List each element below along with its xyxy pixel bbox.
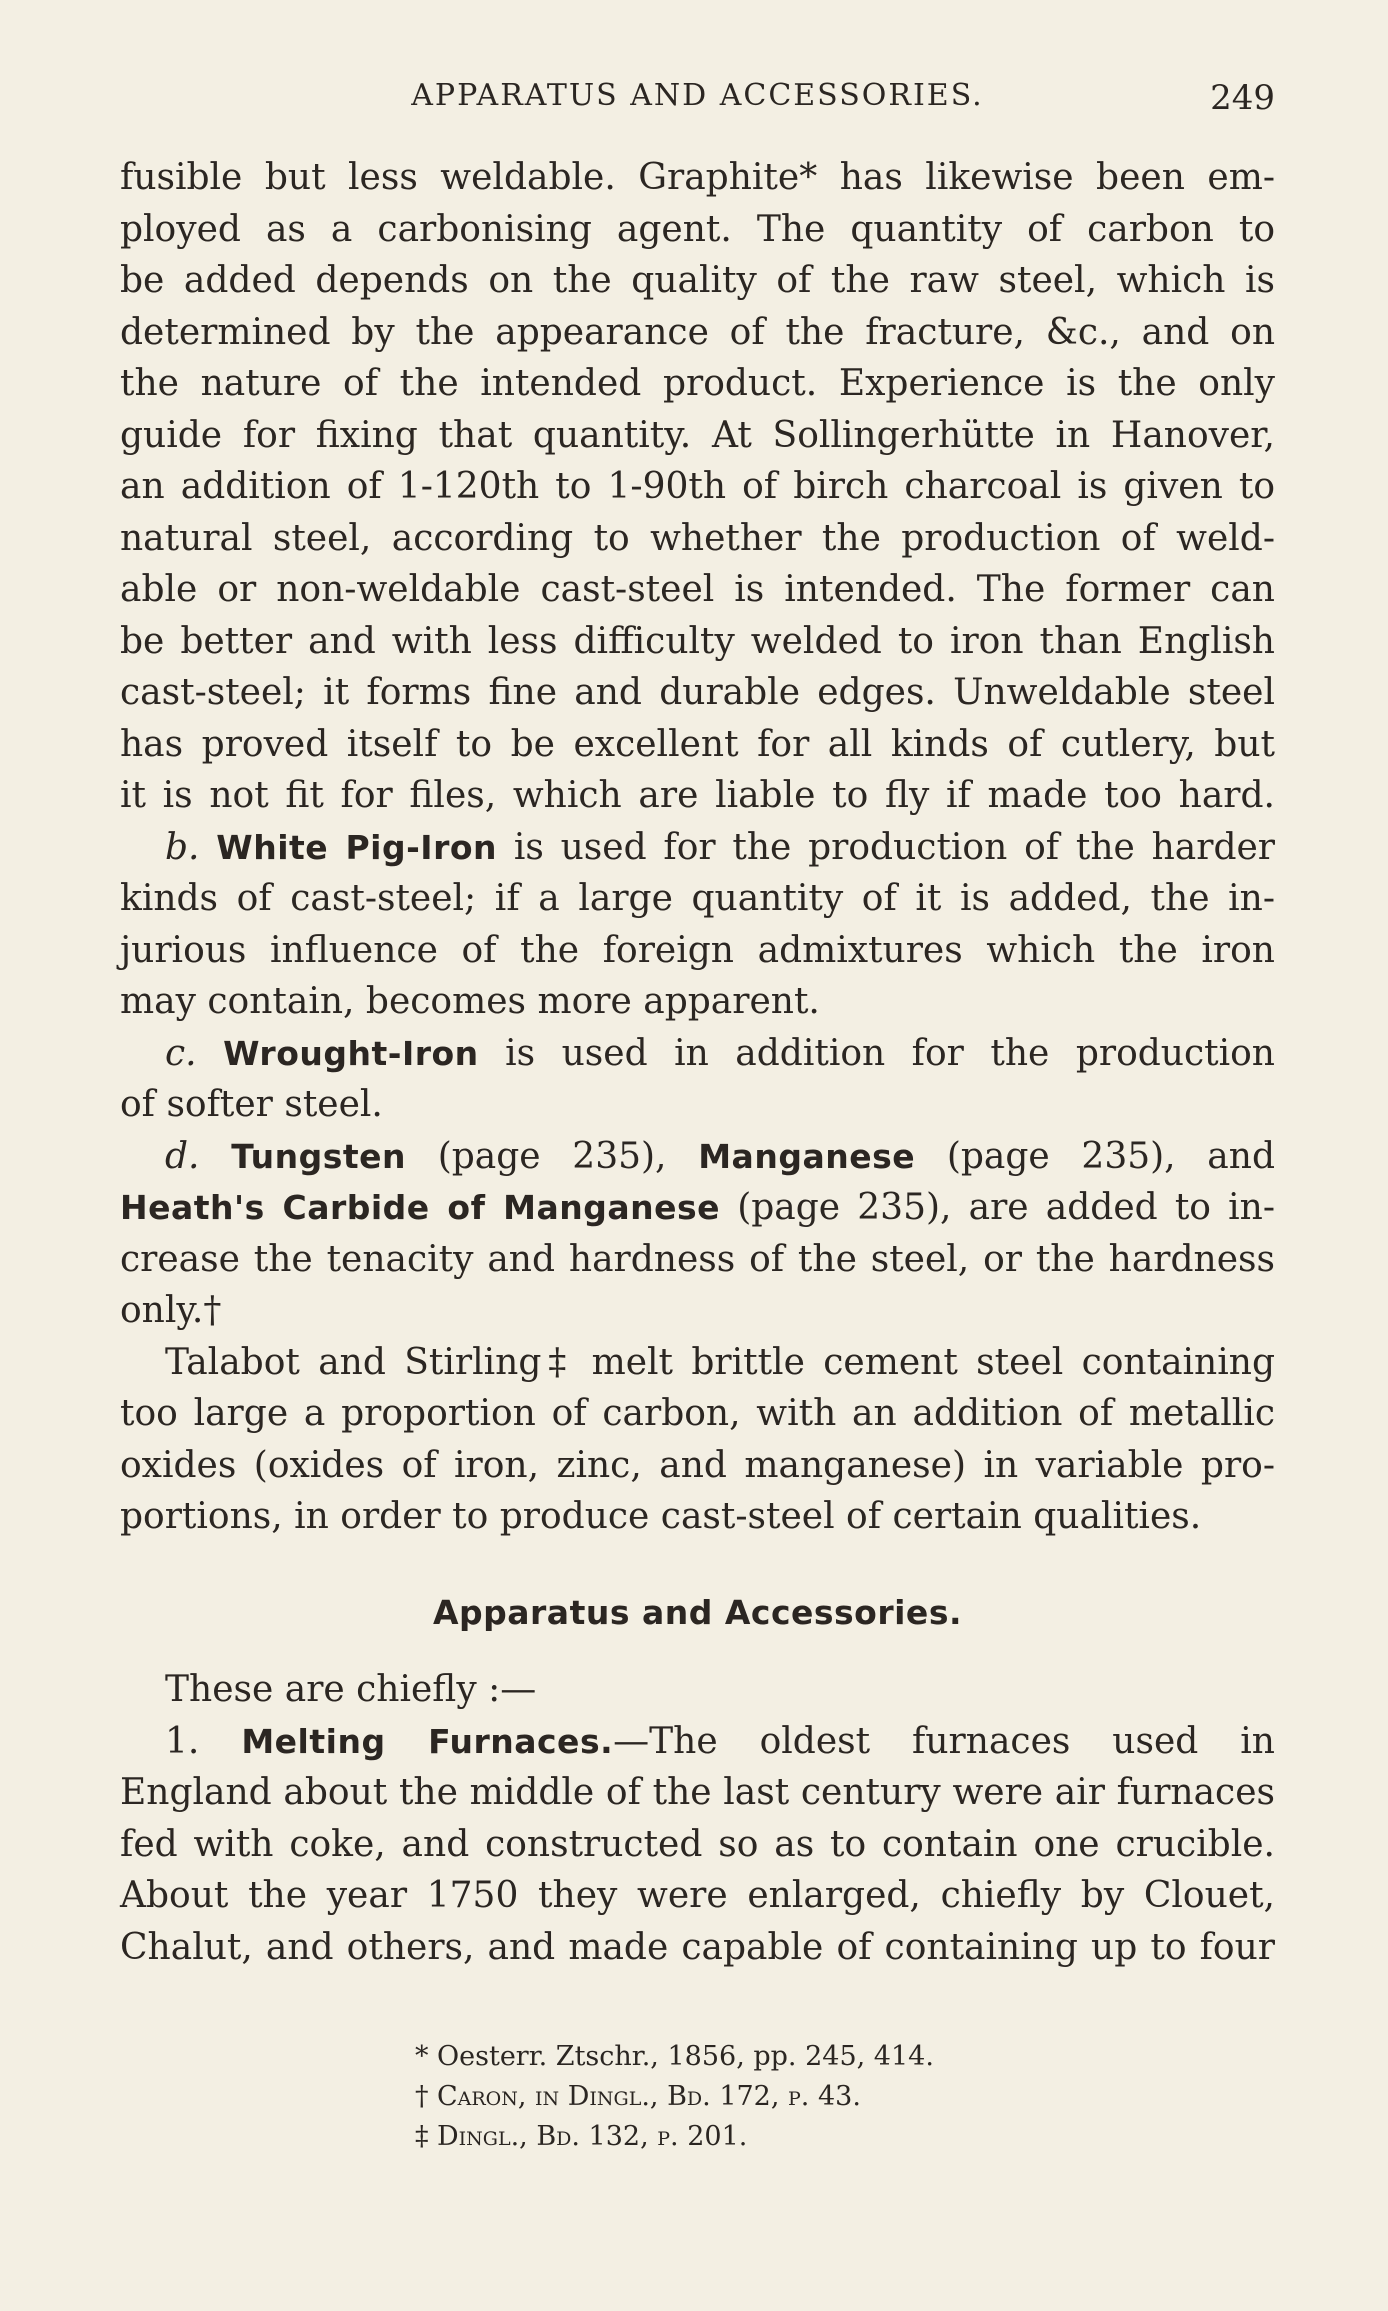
body-line: portions, in order to produce cast-steel of certain qualities. (120, 1496, 1202, 1537)
body-line: fusible but less weldable. Graphite* has likewise been em- (120, 157, 1275, 198)
body-line: too large a proportion of carbon, with an addition of metallic (120, 1393, 1275, 1434)
body-line: only.† (120, 1290, 222, 1331)
footnote (415, 2077, 1115, 2117)
body-line: jurious influence of the foreign admixtures which the iron (120, 929, 1275, 971)
item-b-text: is used for the production of the harder (513, 826, 1276, 868)
body-line: has proved itself to be excellent for all kinds of cutlery, but (120, 723, 1275, 765)
body-line: natural steel, according to whether the production of weld- (120, 517, 1275, 559)
body-text (120, 152, 1275, 1973)
footnote (415, 2117, 1115, 2157)
footnote-mark: * (415, 2041, 429, 2072)
body-line: be added depends on the quality of the raw steel, which is (120, 260, 1275, 301)
item-c-first-line (120, 1028, 1275, 1080)
body-line: able or non-weldable cast-steel is intended. The former can (120, 569, 1275, 610)
section-heading: Apparatus and Accessories. (432, 1592, 962, 1632)
body-line: crease the tenacity and hardness of the steel, or the hardness (120, 1238, 1275, 1280)
item-1-text: —The oldest furnaces used in (613, 1720, 1275, 1762)
body-line: England about the middle of the last century were air furnaces (120, 1772, 1275, 1813)
footnote (415, 2037, 1115, 2077)
body-line: the nature of the intended product. Experience is the only (120, 363, 1275, 404)
footnotes (415, 2037, 1115, 2157)
body-line: be better and with less difficulty welded to iron than English (120, 620, 1275, 662)
item-c-term: Wrought-Iron (223, 1033, 479, 1073)
item-d-text-1: (page 235), (437, 1135, 667, 1177)
item-d-line2-term: Heath's Carbide of Manganese (120, 1188, 721, 1227)
item-d-text-2: (page 235), and (946, 1135, 1276, 1177)
body-line: oxides (oxides of iron, zinc, and manganese) in variable pro- (120, 1444, 1275, 1486)
item-c-text: is used in addition for the production (505, 1032, 1275, 1074)
item-c-letter: c. (165, 1032, 197, 1074)
running-head (120, 78, 1275, 122)
body-line: it is not fit for files, which are liable to fly if made too hard. (120, 775, 1275, 816)
item-b-letter: b. (165, 826, 200, 868)
item-d-line2-text: (page 235), are added to in- (737, 1187, 1275, 1228)
body-line: ployed as a carbonising agent. The quantity of carbon to (120, 208, 1275, 250)
item-d-term-1: Tungsten (231, 1136, 406, 1176)
body-line: an addition of 1-120th to 1-90th of birch charcoal is given to (120, 466, 1275, 507)
item-1-number: 1. (165, 1720, 200, 1762)
footnote-mark: ‡ (415, 2121, 429, 2152)
body-line: Talabot and Stirling‡ melt brittle cement steel containing (165, 1341, 1275, 1383)
page-number: 249 (1210, 78, 1275, 118)
footnote-text: Caron, in Dingl., Bd. 172, p. 43. (437, 2081, 861, 2112)
footnote-text: Oesterr. Ztschr., 1856, pp. 245, 414. (437, 2041, 934, 2072)
item-d-second-line (120, 1182, 1275, 1234)
item-d-term-2: Manganese (698, 1136, 916, 1176)
item-d-letter: d. (165, 1135, 200, 1177)
item-b-term: White Pig-Iron (216, 827, 498, 867)
body-line: kinds of cast-steel; if a large quantity of it is added, the in- (120, 878, 1275, 919)
footnote-mark: † (415, 2081, 429, 2112)
body-line: determined by the appearance of the fracture, &c., and on (120, 311, 1275, 353)
running-title: APPARATUS AND ACCESSORIES. (411, 78, 984, 113)
body-line: may contain, becomes more apparent. (120, 981, 820, 1022)
body-line: of softer steel. (120, 1084, 383, 1125)
body-line: fed with coke, and constructed so as to contain one crucible. (120, 1823, 1275, 1865)
body-line: cast-steel; it forms fine and durable edges. Unweldable steel (120, 672, 1275, 713)
item-1-term: Melting Furnaces. (241, 1721, 614, 1761)
item-d-first-line (120, 1131, 1275, 1183)
body-line: About the year 1750 they were enlarged, chiefly by Clouet, (120, 1875, 1275, 1916)
body-line: Chalut, and others, and made capable of containing up to four (120, 1926, 1275, 1968)
item-1-first-line (120, 1716, 1275, 1768)
footnote-text: Dingl., Bd. 132, p. 201. (437, 2121, 748, 2152)
section-intro: These are chiefly :— (165, 1669, 537, 1710)
item-b-first-line (120, 822, 1275, 874)
body-line: guide for fixing that quantity. At Sollingerhütte in Hanover, (120, 414, 1275, 456)
